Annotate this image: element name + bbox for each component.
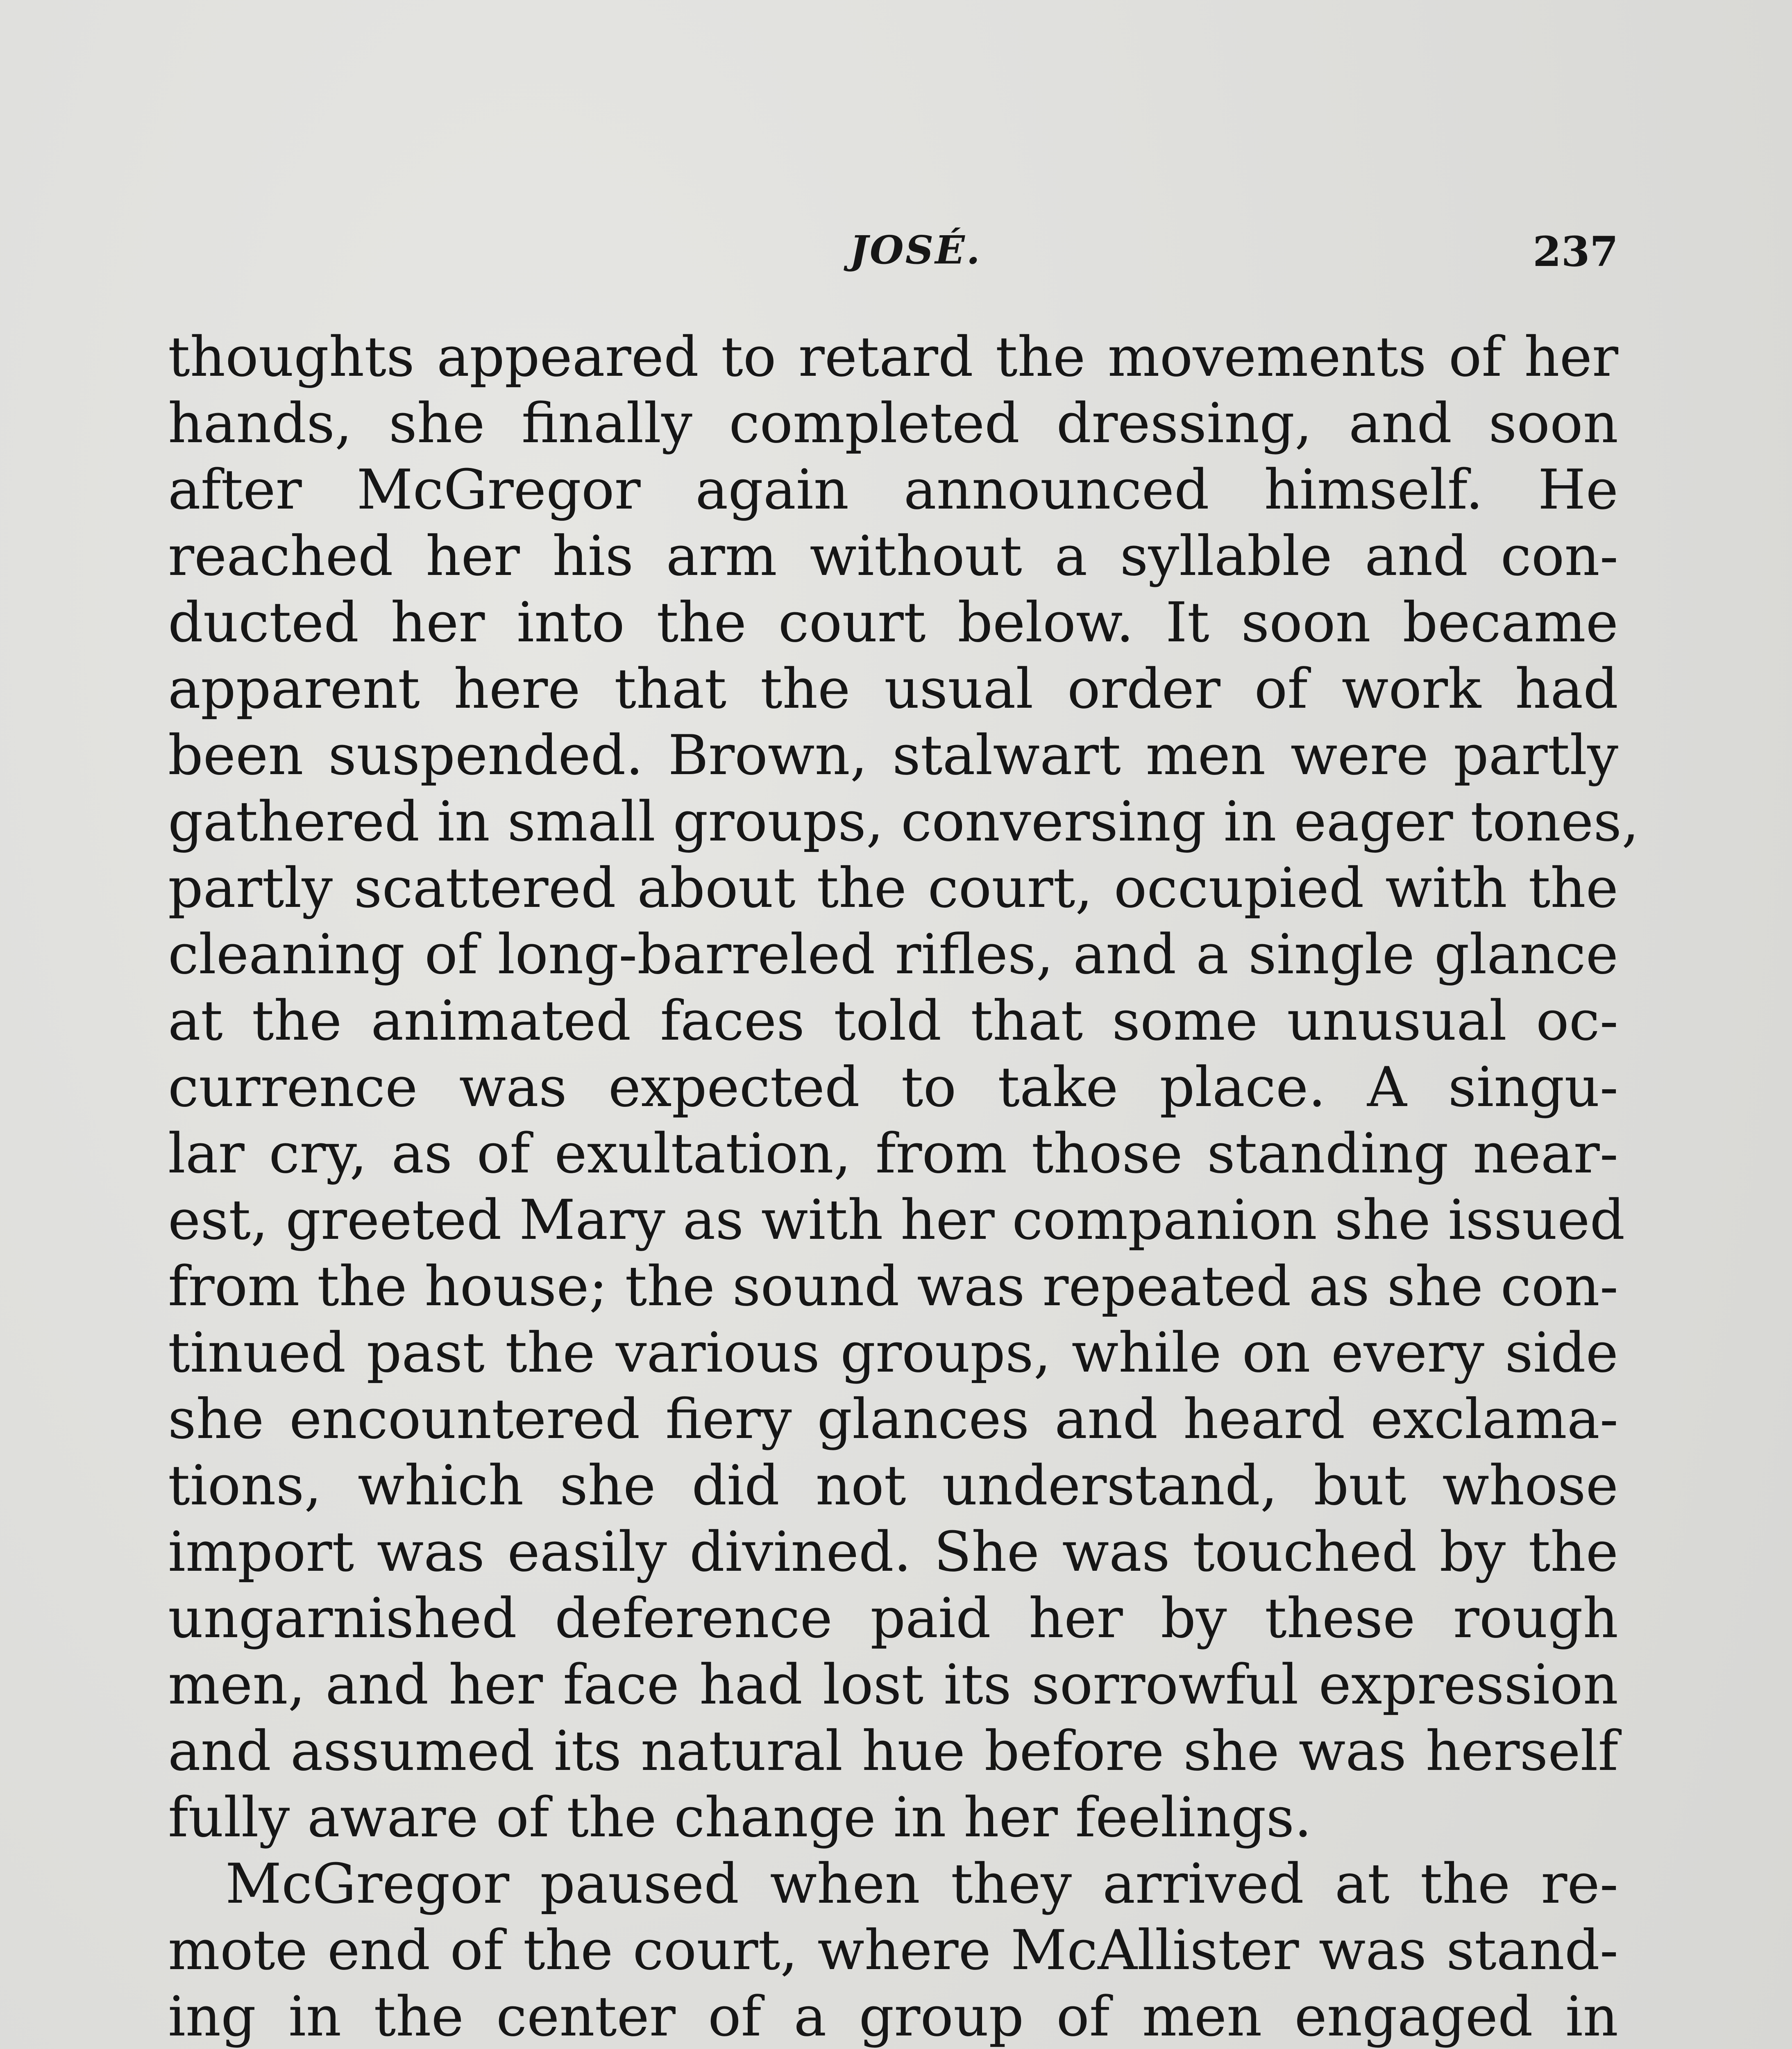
- text-line: import was easily divined. She was touched by the: [168, 1520, 1618, 1584]
- body-text: [168, 324, 1639, 2049]
- text-line: McGregor paused when they arrived at the re-: [225, 1852, 1618, 1916]
- text-line: mote end of the court, where McAllister was stand-: [168, 1918, 1618, 1982]
- text-line: tions, which she did not understand, but whose: [168, 1454, 1618, 1517]
- text-line: after McGregor again announced himself. He: [168, 458, 1618, 522]
- text-line: est, greeted Mary as with her companion she issued: [168, 1188, 1625, 1252]
- text-line: ing in the center of a group of men engaged in: [168, 1985, 1618, 2049]
- text-line: tinued past the various groups, while on every side: [168, 1321, 1618, 1385]
- page-number: 237: [1533, 227, 1618, 276]
- text-line: ungarnished deference paid her by these rough: [168, 1586, 1618, 1650]
- text-line: men, and her face had lost its sorrowful expression: [168, 1653, 1618, 1717]
- text-line: fully aware of the change in her feelings.: [168, 1785, 1312, 1849]
- text-line: and assumed its natural hue before she was herself: [168, 1719, 1618, 1783]
- running-title: JOSÉ.: [850, 227, 982, 273]
- text-line: hands, she finally completed dressing, and soon: [168, 391, 1618, 455]
- text-line: lar cry, as of exultation, from those standing near-: [168, 1122, 1618, 1186]
- text-line: gathered in small groups, conversing in eager tones,: [168, 790, 1639, 854]
- text-line: ducted her into the court below. It soon became: [168, 591, 1618, 654]
- text-line: reached her his arm without a syllable and con-: [168, 524, 1618, 588]
- text-line: cleaning of long-barreled rifles, and a single glance: [168, 922, 1618, 986]
- text-line: she encountered fiery glances and heard exclama-: [168, 1387, 1618, 1451]
- text-line: been suspended. Brown, stalwart men were partly: [168, 723, 1618, 787]
- text-line: from the house; the sound was repeated as she con-: [168, 1254, 1618, 1318]
- text-line: at the animated faces told that some unusual oc-: [168, 989, 1618, 1053]
- text-line: currence was expected to take place. A singu-: [168, 1055, 1618, 1119]
- text-line: apparent here that the usual order of work had: [168, 657, 1618, 721]
- text-line: thoughts appeared to retard the movements of her: [168, 325, 1618, 389]
- text-line: partly scattered about the court, occupied with the: [168, 856, 1618, 920]
- running-head: [168, 227, 1618, 281]
